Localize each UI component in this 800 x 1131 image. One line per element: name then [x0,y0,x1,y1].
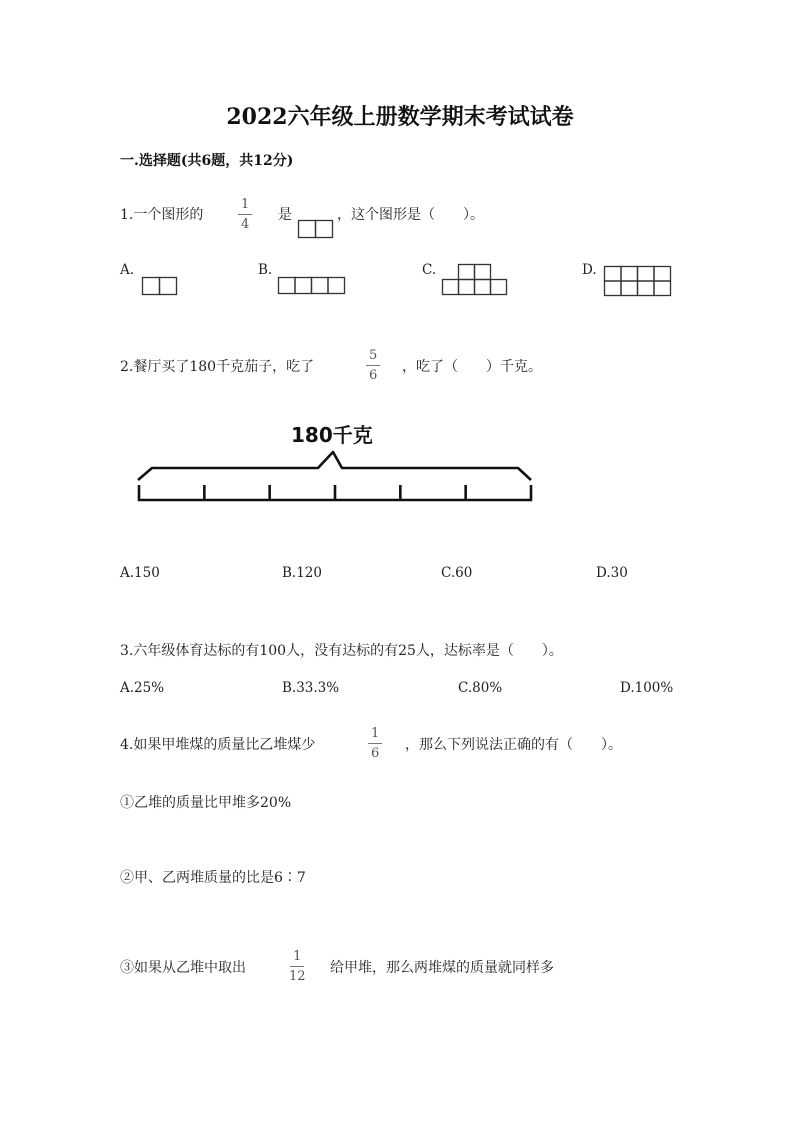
q1-shape-two-squares [298,220,334,240]
q4-statement-1: ①乙堆的质量比甲堆多20% [120,795,292,811]
q1-option-c-label: C. [422,262,437,278]
q3-option-c: C.80% [458,680,503,696]
q4-statement-2: ②甲、乙两堆质量的比是6∶7 [120,870,306,886]
q4-statement-3-fraction [286,950,309,983]
q1-option-b-label: B. [258,262,273,278]
q4-statement-3-b: 给甲堆，那么两堆煤的质量就同样多 [330,960,554,976]
q2-fraction-denominator: 6 [369,368,378,383]
q2-text-b: ，吃了（ ）千克。 [402,359,542,375]
q1-text-a: 1.一个图形的 [120,207,204,223]
q1-option-b-shape [278,277,348,297]
q3-option-a: A.25% [120,680,165,696]
q4-s3-fraction-numerator: 1 [290,950,304,967]
q1-fraction-numerator: 1 [238,198,252,215]
q2-fraction [366,349,380,382]
q3-option-d: D.100% [620,680,674,696]
q4-s3-fraction-denominator: 12 [289,969,306,984]
q3-option-b: B.33.3% [282,680,340,696]
q2-option-b: B.120 [282,565,322,581]
q4-statement-3-a: ③如果从乙堆中取出 [120,960,246,976]
q2-diagram-label: 180千克 [291,423,373,447]
q4-text-b: ，那么下列说法正确的有（ ）。 [405,737,622,753]
q4-fraction [368,727,382,760]
q2-option-a: A.150 [120,565,160,581]
q1-fraction [238,198,252,231]
q3-text: 3.六年级体育达标的有100人，没有达标的有25人，达标率是（ ）。 [120,643,563,659]
q2-text-a: 2.餐厅买了180千克茄子，吃了 [120,359,315,375]
section-heading: 一.选择题(共6题，共12分) [120,153,294,169]
q2-option-c: C.60 [441,565,473,581]
q1-option-d-label: D. [582,262,597,278]
q1-option-a-label: A. [120,262,135,278]
q1-text-b: 是 [278,207,292,223]
q2-fraction-numerator: 5 [366,349,380,366]
q1-option-c-shape [442,264,512,298]
q2-option-d: D.30 [596,565,628,581]
q1-fraction-denominator: 4 [241,217,250,232]
q1-option-a-shape [142,277,180,297]
page-title: 2022六年级上册数学期末考试试卷 [226,104,574,130]
q2-segment-diagram [130,440,542,510]
q4-fraction-denominator: 6 [371,746,380,761]
q1-option-d-shape [604,266,674,298]
q2-brace [138,452,531,480]
q1-text-c: ，这个图形是（ ）。 [337,207,484,223]
q4-text-a: 4.如果甲堆煤的质量比乙堆煤少 [120,737,316,753]
q4-fraction-numerator: 1 [368,727,382,744]
